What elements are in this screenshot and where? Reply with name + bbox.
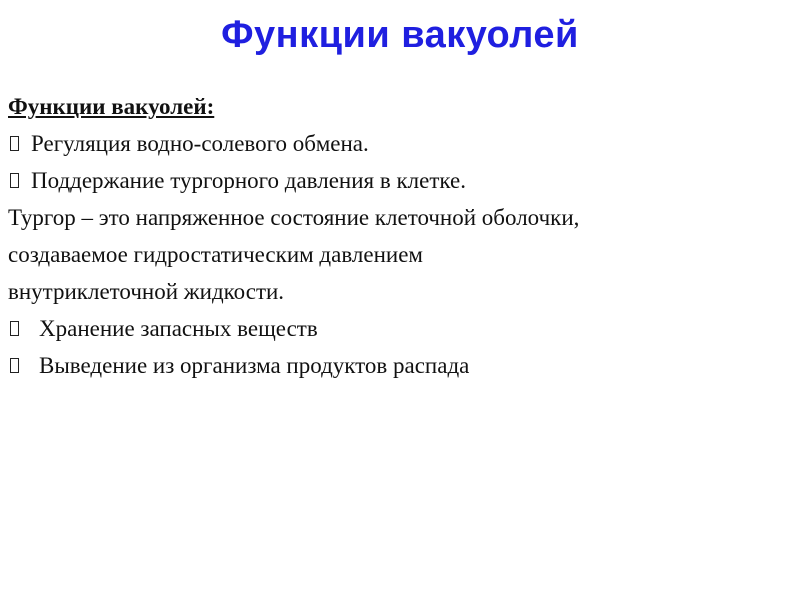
list-item (8, 125, 792, 162)
list-item-text: Поддержание тургорного давления в клетке. (31, 168, 466, 193)
list-item-text: Выведение из организма продуктов распада (39, 353, 470, 378)
definition-line: внутриклеточной жидкости. (8, 279, 285, 304)
square-box-icon (10, 321, 19, 336)
slide-title: Функции вакуолей (221, 14, 579, 56)
square-box-icon (10, 173, 19, 188)
slide-body (8, 88, 792, 384)
list-item (8, 162, 792, 199)
definition-line: Тургор – это напряженное состояние клеточной оболочки, (8, 205, 580, 230)
list-item (8, 347, 792, 384)
list-item-text: Хранение запасных веществ (39, 316, 318, 341)
square-box-icon (10, 136, 19, 151)
square-box-icon (10, 358, 19, 373)
list-item-text: Регуляция водно-солевого обмена. (31, 131, 369, 156)
list-heading: Функции вакуолей: (8, 94, 215, 119)
list-item (8, 310, 792, 347)
definition-line: создаваемое гидростатическим давлением (8, 242, 423, 267)
